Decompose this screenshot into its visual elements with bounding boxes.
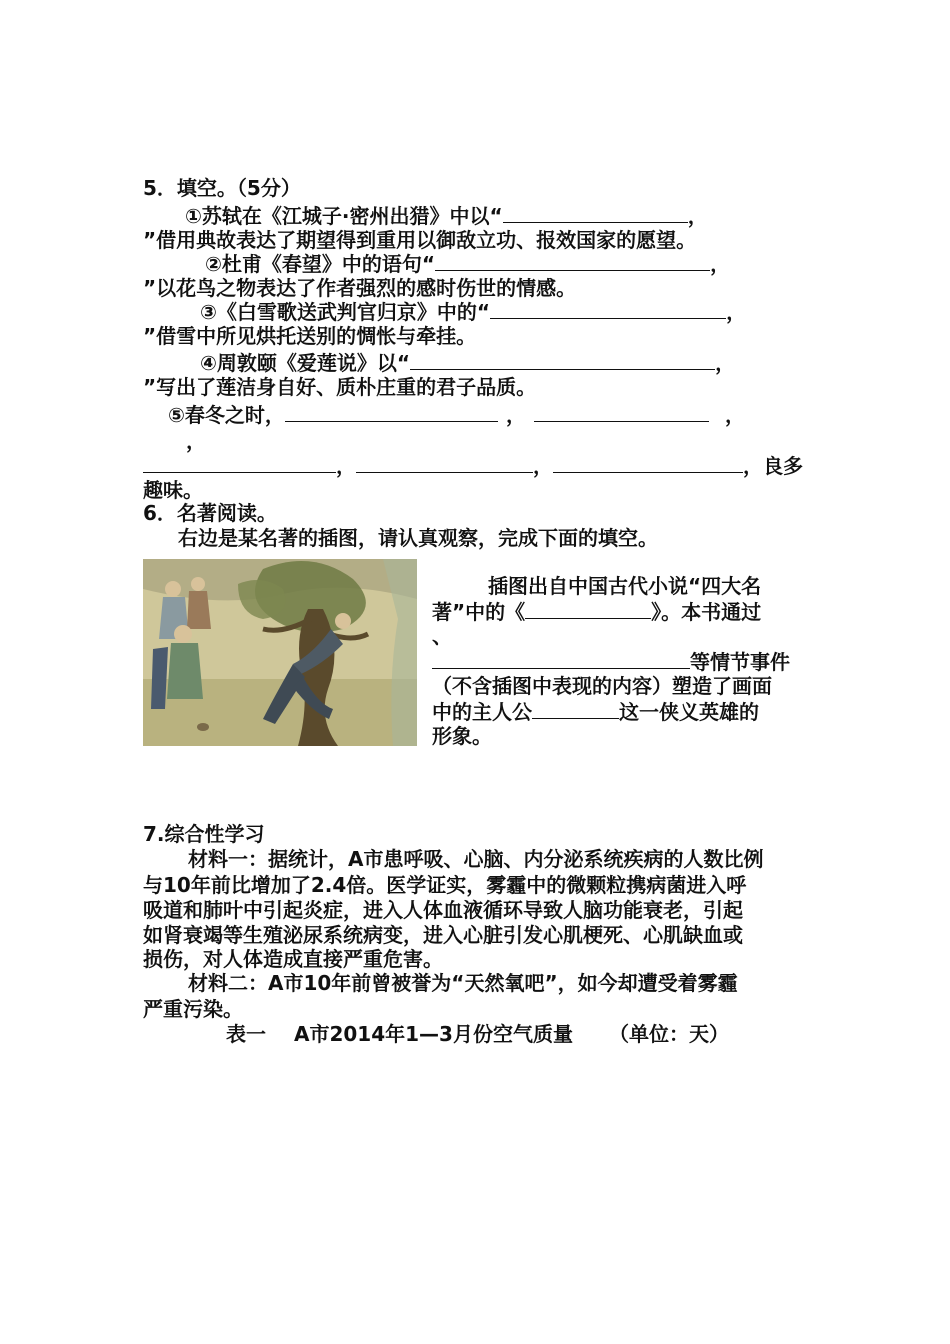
q5-item2-blank[interactable] bbox=[435, 250, 710, 271]
table-caption bbox=[226, 1021, 729, 1047]
q5-item2-line2: ”以花鸟之物表达了作者强烈的感时伤世的情感。 bbox=[143, 276, 577, 300]
q5-item1-line1: ①苏轼在《江城子·密州出猎》中以“ ， bbox=[185, 204, 708, 228]
q7-material1-line5: 损伤，对人体造成直接严重危害。 bbox=[143, 947, 443, 971]
q5-item3-blank[interactable] bbox=[490, 298, 726, 319]
q7-material1-line2: 与10年前比增加了2.4倍。医学证实，雾霾中的微颗粒携病菌进入呼 bbox=[143, 873, 747, 897]
q5-item5-prompt: ⑤春冬之时， bbox=[168, 403, 285, 427]
table-caption-unit: （单位：天） bbox=[608, 1022, 729, 1046]
q5-item1-prompt: ①苏轼在《江城子·密州出猎》中以“ bbox=[185, 204, 503, 228]
q5-item2-prompt: ②杜甫《春望》中的语句“ bbox=[205, 252, 436, 276]
q5-item4-prompt: ④周敦颐《爱莲说》以“ bbox=[200, 351, 411, 375]
q5-item5-line2: ， bbox=[186, 429, 206, 453]
novel-illustration bbox=[143, 559, 417, 746]
q6-text-line2: 著”中的《 》。本书通过 bbox=[432, 600, 762, 624]
q6-text-line7: 形象。 bbox=[432, 724, 492, 748]
q5-item3-prompt: ③《白雪歌送武判官归京》中的“ bbox=[200, 300, 491, 324]
q6-novel-title-blank[interactable] bbox=[525, 598, 651, 619]
q7-heading: 7.综合性学习 bbox=[143, 822, 265, 846]
q5-item2-line1: ②杜甫《春望》中的语句“ ， bbox=[205, 252, 731, 276]
q6-text-line6: 中的主人公 这一侠义英雄的 bbox=[432, 700, 759, 724]
q5-item5-blank2[interactable] bbox=[534, 401, 709, 422]
q6-heading: 6．名著阅读。 bbox=[143, 501, 277, 525]
q5-heading: 5．填空。（5分） bbox=[143, 176, 301, 200]
q6-plot-events-blank[interactable] bbox=[432, 648, 690, 669]
q5-item5-blank4[interactable] bbox=[356, 452, 533, 473]
table-caption-title: A市2014年1—3月份空气质量 bbox=[294, 1022, 573, 1046]
q5-item1-blank[interactable] bbox=[503, 202, 688, 223]
q5-item4-blank[interactable] bbox=[410, 349, 715, 370]
q5-item5-line4: 趣味。 bbox=[143, 478, 203, 502]
q5-item4-line2: ”写出了莲洁身自好、质朴庄重的君子品质。 bbox=[143, 375, 537, 399]
q5-item5-blank3[interactable] bbox=[143, 452, 336, 473]
q5-item4-line1: ④周敦颐《爱莲说》以“ ， bbox=[200, 351, 736, 375]
table-caption-label: 表一 bbox=[226, 1022, 266, 1046]
q5-item3-line2: ”借雪中所见烘托送别的惆怅与牵挂。 bbox=[143, 324, 477, 348]
q5-item5-blank5[interactable] bbox=[553, 452, 743, 473]
q6-text-line4: 等情节事件 bbox=[432, 648, 790, 675]
q6-instruction: 右边是某名著的插图，请认真观察，完成下面的填空。 bbox=[178, 526, 658, 550]
q5-item5-blank1[interactable] bbox=[285, 401, 498, 422]
q7-material1-line1: 材料一：据统计，A市患呼吸、心脑、内分泌系统疾病的人数比例 bbox=[188, 847, 764, 871]
q6-text-line3: 、 bbox=[432, 624, 452, 648]
q7-material1-line4: 如肾衰竭等生殖泌尿系统病变，进入心脏引发心肌梗死、心肌缺血或 bbox=[143, 923, 743, 947]
q5-item3-line1: ③《白雪歌送武判官归京》中的“ ， bbox=[200, 300, 747, 324]
q7-material2-line2: 严重污染。 bbox=[143, 997, 243, 1021]
q5-item5-line3: ， ， ，良多 bbox=[143, 452, 803, 479]
q6-hero-name-blank[interactable] bbox=[532, 698, 619, 719]
q5-item1-line2: ”借用典故表达了期望得到重用以御敌立功、报效国家的愿望。 bbox=[143, 228, 697, 252]
q7-material1-line3: 吸道和肺叶中引起炎症，进入人体血液循环导致人脑功能衰老，引起 bbox=[143, 898, 743, 922]
q6-text-line1: 插图出自中国古代小说“四大名 bbox=[488, 574, 762, 598]
q7-material2-line1: 材料二：A市10年前曾被誉为“天然氧吧”，如今却遭受着雾霾 bbox=[188, 971, 738, 995]
q6-text-line5: （不含插图中表现的内容）塑造了画面 bbox=[432, 674, 772, 698]
q5-item5-line1: ⑤春冬之时， ， ， bbox=[168, 403, 745, 427]
